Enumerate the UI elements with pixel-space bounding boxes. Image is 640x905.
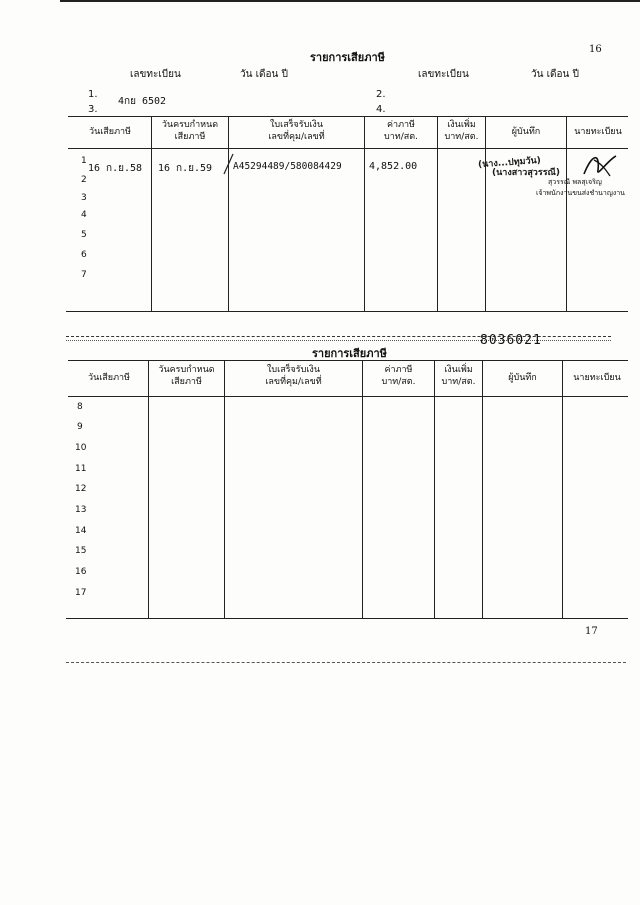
t2-row-num: 9 [77, 422, 83, 432]
t2-header-recorder: ผู้บันทึก [508, 373, 537, 383]
signature-icon [580, 150, 620, 180]
t1-row-num: 5 [81, 230, 87, 240]
t2-header-due: วันครบกำหนด เสียภาษี [158, 365, 215, 387]
t1-header-tax-date: วันเสียภาษี [89, 127, 131, 137]
entry-2-label: 2. [376, 89, 386, 100]
t2-header-tax-date: วันเสียภาษี [88, 373, 130, 383]
official-stamp: (นาง...ปทุมวัน) (นางสาวสุวรรณี) สุวรรณี พลสุเจริญ เจ้าพนักงานขนส่งชำนาญงาน [470, 150, 640, 200]
t2-row-num: 10 [75, 443, 87, 453]
serial-number: 8036021 [480, 333, 542, 348]
t1-row-num: 4 [81, 210, 87, 220]
t1-header-recorder: ผู้บันทึก [511, 127, 541, 137]
reg-label-left: เลขทะเบียน [130, 69, 181, 80]
page-number-bottom: 17 [585, 626, 598, 637]
record-tax-date: 16 ก.ย.58 [88, 163, 143, 174]
section1-title: รายการเสียภาษี [310, 51, 385, 64]
t2-header-extra: เงินเพิ่ม บาท/สต. [441, 365, 476, 387]
entry-1-label: 1. [88, 89, 98, 100]
reg-label-right: เลขทะเบียน [418, 69, 469, 80]
t2-header-receipt: ใบเสร็จรับเงิน เลขที่คุม/เลขที่ [265, 365, 322, 387]
date-label-right: วัน เดือน ปี [531, 69, 579, 80]
t1-row-num: 7 [81, 270, 87, 280]
entry-3-label: 3. [88, 104, 98, 115]
record-tax-amount: 4,852.00 [369, 161, 418, 172]
section2-title: รายการเสียภาษี [312, 347, 387, 360]
t1-header-registrar: นายทะเบียน [574, 127, 622, 137]
t2-row-num: 14 [75, 526, 87, 536]
t2-row-num: 17 [75, 588, 87, 598]
t1-header-tax: ค่าภาษี บาท/สต. [384, 120, 418, 142]
t2-row-num: 12 [75, 484, 87, 494]
slash-mark [221, 152, 235, 176]
t1-header-receipt: ใบเสร็จรับเงิน เลขที่คุม/เลขที่ [268, 120, 325, 142]
entry-4-label: 4. [376, 104, 386, 115]
t2-header-registrar: นายทะเบียน [573, 373, 621, 383]
t2-row-num: 16 [75, 567, 87, 577]
license-plate: 4กย 6502 [118, 96, 167, 107]
t2-row-num: 11 [75, 464, 87, 474]
t2-header-tax: ค่าภาษี บาท/สต. [381, 365, 416, 387]
t2-row-num: 15 [75, 546, 87, 556]
t1-header-due: วันครบกำหนด เสียภาษี [161, 120, 219, 142]
date-label-left: วัน เดือน ปี [240, 69, 288, 80]
scan-artifact-line [66, 662, 626, 664]
t1-header-extra: เงินเพิ่ม บาท/สต. [444, 120, 479, 142]
t1-row-num: 3 [81, 193, 87, 203]
t1-row-num: 6 [81, 250, 87, 260]
t2-row-num: 8 [77, 402, 83, 412]
t2-row-num: 13 [75, 505, 87, 515]
page-number-top: 16 [589, 44, 602, 55]
t1-row-num: 2 [81, 175, 87, 185]
record-receipt-number: A45294489/580084429 [233, 161, 342, 172]
record-due-date: 16 ก.ย.59 [158, 163, 213, 174]
t1-row-num: 1 [81, 156, 87, 166]
